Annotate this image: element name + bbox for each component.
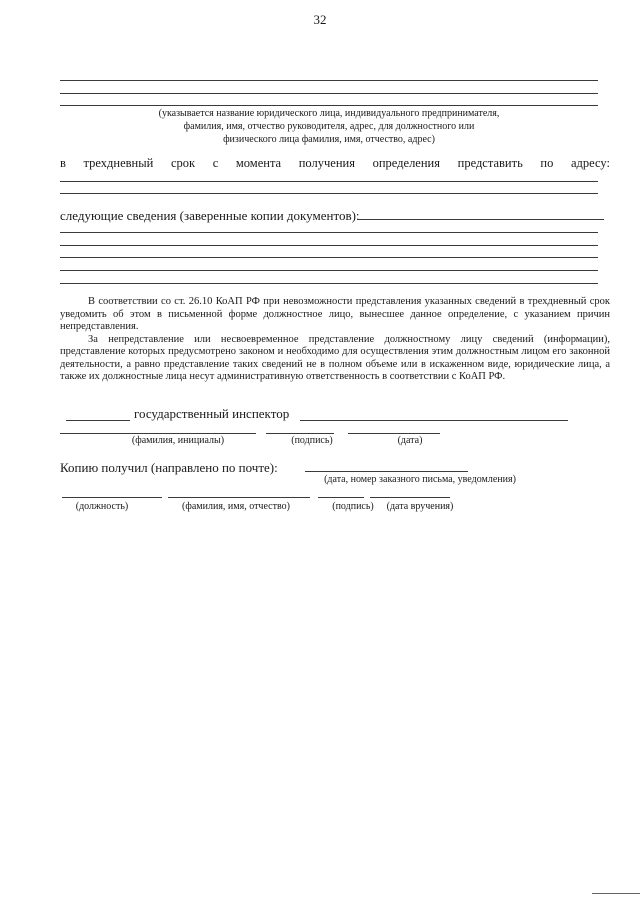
- caption-signature: (подпись): [291, 435, 333, 446]
- deadline-word: в: [60, 156, 66, 170]
- caption-fullname: (фамилия, имя, отчество): [182, 501, 290, 512]
- info-blank-line: [60, 232, 598, 233]
- org-blank-line: [60, 105, 598, 106]
- caption-date: (дата): [397, 435, 423, 446]
- caption-position: (должность): [75, 501, 129, 512]
- paragraph-liability: За непредставление или несвоевременное представление должностному лицу сведений (информации), представление которых предусмотрено законом и необходимо для осуществления этим должностным лицом его законной деятельности, а равно представление таких сведений не в полном объеме или в искаженном виде, юридические лица, а также их должностные лица несут административную ответственность в соответствии с КоАП РФ.: [60, 333, 610, 382]
- inspector-label: государственный инспектор: [134, 406, 290, 421]
- receiver-blank-date: [370, 497, 450, 498]
- info-blank-line: [60, 245, 598, 246]
- org-caption-line: фамилия, имя, отчество руководителя, адрес, для должностного или: [183, 121, 475, 132]
- org-blank-line: [60, 93, 598, 94]
- mail-blank: [305, 471, 468, 472]
- address-blank-line: [60, 193, 598, 194]
- mail-caption: (дата, номер заказного письма, уведомления): [324, 474, 516, 485]
- receiver-blank-position: [62, 497, 162, 498]
- info-blank-line: [60, 283, 598, 284]
- inspector-title-blank: [66, 420, 130, 421]
- copy-received-label: Копию получил (направлено по почте):: [60, 460, 278, 475]
- deadline-word: получения: [298, 156, 355, 170]
- legal-text: [60, 296, 610, 384]
- deadline-sentence: [60, 156, 610, 171]
- deadline-word: по: [540, 156, 554, 170]
- org-caption: [60, 107, 598, 146]
- deadline-word: момента: [235, 156, 282, 170]
- deadline-word: адресу:: [570, 156, 610, 170]
- deadline-word: представить: [457, 156, 523, 170]
- receiver-blank-signature: [318, 497, 364, 498]
- receiver-blank-fullname: [168, 497, 310, 498]
- page-number: 32: [313, 12, 327, 27]
- caption-delivery-date: (дата вручения): [386, 501, 454, 512]
- inspector-name-blank: [300, 420, 568, 421]
- org-caption-line: (указывается название юридического лица, индивидуального предпринимателя,: [158, 108, 500, 119]
- info-blank-line: [357, 219, 604, 220]
- caption-name: (фамилия, инициалы): [131, 435, 225, 446]
- caption-receiver-signature: (подпись): [332, 501, 374, 512]
- info-label: следующие сведения (заверенные копии документов):: [60, 208, 360, 223]
- deadline-word: срок: [170, 156, 196, 170]
- org-blank-line: [60, 80, 598, 81]
- address-blank-line: [60, 181, 598, 182]
- scan-edge-line: [592, 893, 640, 894]
- info-blank-line: [60, 257, 598, 258]
- deadline-word: трехдневный: [83, 156, 154, 170]
- deadline-word: определения: [372, 156, 440, 170]
- info-blank-line: [60, 270, 598, 271]
- org-caption-line: физического лица фамилия, имя, отчество, адрес): [223, 134, 435, 145]
- paragraph-notice: В соответствии со ст. 26.10 КоАП РФ при невозможности представления указанных сведений в трехдневный срок уведомить об этом в письменной форме должностное лицо, вынесшее данное определение, с указанием причин непредставления.: [60, 296, 610, 332]
- deadline-word: с: [212, 156, 219, 170]
